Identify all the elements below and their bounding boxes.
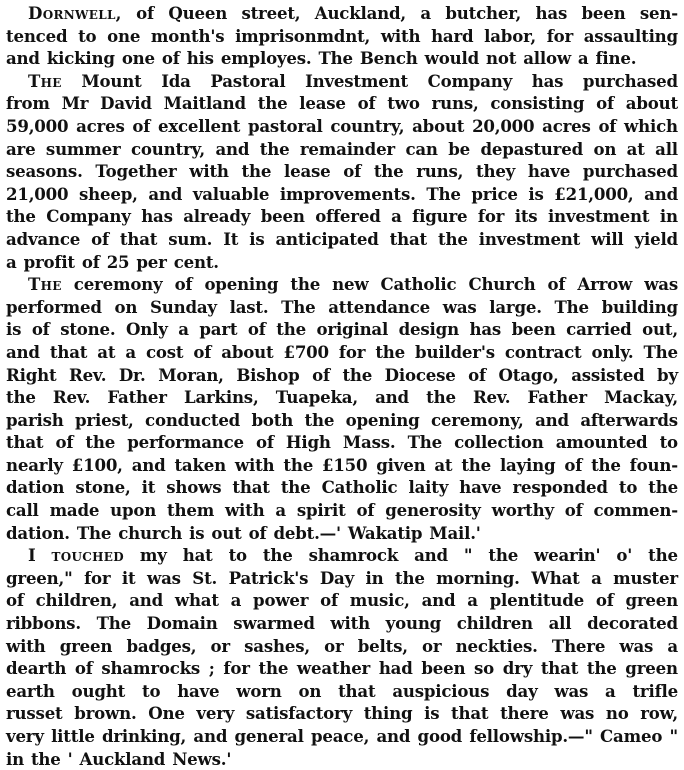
text-line: a profit of 25 per cent. bbox=[6, 251, 219, 272]
text-line: green," for it was St. Patrick's Day in the morning. What a muster bbox=[6, 567, 678, 588]
text-line: are summer country, and the remainder can be depastured on at all bbox=[6, 138, 678, 159]
article-paragraph bbox=[6, 544, 678, 770]
text-line: russet brown. One very satisfactory thing is that there was no row, bbox=[6, 703, 678, 724]
text-line: tenced to one month's imprisonmdnt, with hard labor, for assaulting bbox=[6, 25, 678, 46]
text-line: dation stone, it shows that the Catholic laity have responded to the bbox=[6, 477, 678, 498]
text-line: parish priest, conducted both the opening ceremony, and afterwards bbox=[6, 409, 678, 430]
text-line: in the ' Auckland News.' bbox=[6, 748, 232, 769]
newspaper-column bbox=[6, 2, 678, 770]
text-line: call made upon them with a spirit of generosity worthy of commen- bbox=[6, 500, 678, 521]
text-line: I touched my hat to the shamrock and " the wearin' o' the bbox=[28, 545, 678, 566]
text-line: from Mr David Maitland the lease of two runs, consisting of about bbox=[6, 93, 678, 114]
text-line: 21,000 sheep, and valuable improvements. The price is £21,000, and bbox=[6, 183, 678, 204]
text-line: and that at a cost of about £700 for the builder's contract only. The bbox=[6, 341, 678, 362]
article-paragraph bbox=[6, 273, 678, 544]
text-line: that of the performance of High Mass. The collection amounted to bbox=[6, 432, 678, 453]
text-line: The Mount Ida Pastoral Investment Company has purchased bbox=[28, 70, 678, 91]
article-paragraph bbox=[6, 70, 678, 273]
text-line: performed on Sunday last. The attendance was large. The building bbox=[6, 296, 678, 317]
text-line: with green badges, or sashes, or belts, or neckties. There was a bbox=[6, 635, 678, 656]
text-line: dation. The church is out of debt.—' Wakatip Mail.' bbox=[6, 522, 481, 543]
text-line: nearly £100, and taken with the £150 given at the laying of the foun- bbox=[6, 454, 678, 475]
text-line: is of stone. Only a part of the original design has been carried out, bbox=[6, 319, 678, 340]
text-line: Dornwell, of Queen street, Auckland, a butcher, has been sen- bbox=[28, 3, 678, 23]
article-paragraph bbox=[6, 2, 678, 70]
text-line: earth ought to have worn on that auspicious day was a trifle bbox=[6, 680, 678, 701]
text-line: dearth of shamrocks ; for the weather had been so dry that the green bbox=[6, 658, 678, 679]
text-line: of children, and what a power of music, and a plentitude of green bbox=[6, 590, 678, 611]
text-line: very little drinking, and general peace, and good fellowship.—" Cameo " bbox=[6, 726, 678, 746]
text-line: seasons. Together with the lease of the runs, they have purchased bbox=[6, 161, 678, 182]
text-line: and kicking one of his employes. The Bench would not allow a fine. bbox=[6, 48, 637, 69]
text-line: the Company has already been offered a figure for its investment in bbox=[6, 206, 678, 227]
text-line: ribbons. The Domain swarmed with young children all decorated bbox=[6, 613, 678, 634]
text-line: advance of that sum. It is anticipated that the investment will yield bbox=[6, 228, 678, 249]
text-line: 59,000 acres of excellent pastoral country, about 20,000 acres of which bbox=[6, 115, 678, 136]
text-line: Right Rev. Dr. Moran, Bishop of the Diocese of Otago, assisted by bbox=[6, 364, 678, 385]
text-line: the Rev. Father Larkins, Tuapeka, and the Rev. Father Mackay, bbox=[6, 387, 678, 408]
text-line: The ceremony of opening the new Catholic Church of Arrow was bbox=[28, 274, 678, 295]
